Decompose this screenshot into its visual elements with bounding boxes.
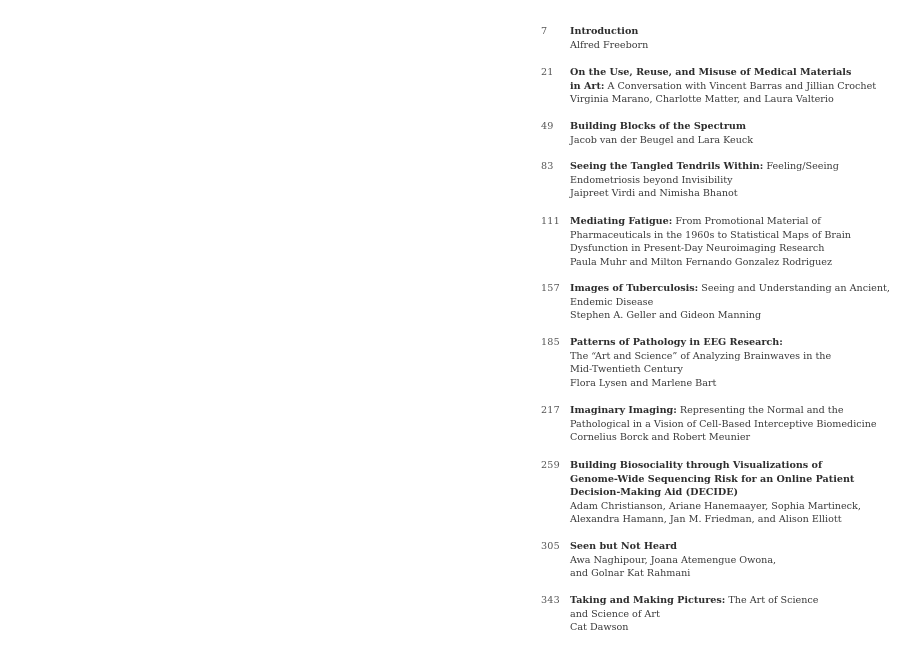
toc-entry-text [570, 25, 910, 52]
toc-title-text: Seen but Not Heard [570, 541, 677, 552]
toc-detail-text: Pathological in a Vision of Cell-Based Interceptive Biomedicine [570, 418, 877, 430]
toc-line [570, 66, 910, 80]
toc-line [570, 229, 910, 243]
toc-detail-text: From Promotional Material of [672, 216, 821, 227]
toc-page-number: 343 [541, 595, 560, 606]
toc-title-text: Genome-Wide Sequencing Risk for an Online Patient [570, 473, 855, 485]
toc-page-number: 49 [541, 121, 554, 132]
toc-line [570, 282, 910, 296]
toc-title-text: Introduction [570, 26, 639, 37]
toc-line [570, 336, 910, 350]
toc-title-text: Taking and Making Pictures: [570, 595, 726, 606]
toc-detail-text: and Golnar Kat Rahmani [570, 568, 691, 579]
toc-line [570, 296, 910, 310]
toc-title-text: in Art: [570, 80, 605, 92]
toc-detail-text: Awa Naghipour, Joana Atemengue Owona, [570, 554, 777, 566]
toc-line [570, 486, 910, 500]
toc-line [570, 363, 910, 377]
toc-line [570, 513, 910, 527]
toc-line [570, 418, 910, 432]
toc-detail-text: Virginia Marano, Charlotte Matter, and Laura Valterio [570, 94, 834, 105]
toc-entry-text [570, 215, 910, 269]
toc-detail-text: Jaipreet Virdi and Nimisha Bhanot [570, 188, 738, 199]
toc-line [570, 594, 910, 608]
toc-line [570, 174, 910, 188]
toc-line [570, 256, 910, 270]
toc-line [570, 187, 910, 201]
toc-line [570, 39, 910, 53]
toc-line [570, 160, 910, 174]
toc-page-number: 157 [541, 283, 560, 294]
toc-line [570, 459, 910, 473]
toc-title-text: Decision-Making Aid (DECIDE) [570, 487, 739, 498]
toc-detail-text: Jacob van der Beugel and Lara Keuck [570, 134, 754, 146]
toc-line [570, 377, 910, 391]
toc-detail-text: Flora Lysen and Marlene Bart [570, 377, 717, 389]
toc-page-number: 305 [541, 541, 560, 552]
toc-entry-text [570, 594, 910, 635]
toc-detail-text: The “Art and Science” of Analyzing Brainwaves in the [570, 350, 832, 362]
toc-detail-text: Seeing and Understanding an Ancient, [698, 283, 890, 294]
toc-page-number: 111 [541, 216, 560, 227]
toc-line [570, 215, 910, 229]
toc-line [570, 309, 910, 323]
toc-detail-text: Endemic Disease [570, 296, 654, 308]
toc-page-number: 217 [541, 405, 560, 416]
toc-title-text: Mediating Fatigue: [570, 216, 673, 227]
toc-title-text: Building Biosociality through Visualizations of [570, 460, 823, 471]
toc-entry-text [570, 540, 910, 581]
toc-line [570, 608, 910, 622]
toc-line [570, 134, 910, 148]
toc-line [570, 404, 910, 418]
toc-entry-text [570, 459, 910, 527]
toc-title-text: On the Use, Reuse, and Misuse of Medical Materials [570, 67, 852, 78]
toc-line [570, 93, 910, 107]
toc-detail-text: A Conversation with Vincent Barras and Jillian Crochet [604, 80, 877, 92]
toc-detail-text: Paula Muhr and Milton Fernando Gonzalez Rodriguez [570, 256, 833, 268]
toc-detail-text: Cat Dawson [570, 622, 629, 633]
toc-line [570, 350, 910, 364]
toc-page-number: 185 [541, 337, 560, 348]
toc-page-number: 7 [541, 26, 548, 37]
toc-line [570, 540, 910, 554]
toc-title-text: Seeing the Tangled Tendrils Within: [570, 161, 764, 172]
toc-detail-text: Endometriosis beyond Invisibility [570, 174, 733, 186]
toc-detail-text: and Science of Art [570, 608, 660, 620]
toc-detail-text: Pharmaceuticals in the 1960s to Statistical Maps of Brain [570, 229, 851, 241]
toc-detail-text: Representing the Normal and the [676, 405, 844, 416]
toc-page-number: 259 [541, 460, 560, 471]
toc-line [570, 621, 910, 635]
toc-title-text: Building Blocks of the Spectrum [570, 121, 747, 132]
toc-detail-text: Stephen A. Geller and Gideon Manning [570, 310, 762, 321]
toc-entry-text [570, 404, 910, 445]
toc-title-text: Images of Tuberculosis: [570, 283, 699, 294]
toc-page-number: 21 [541, 67, 554, 78]
toc-detail-text: Cornelius Borck and Robert Meunier [570, 432, 751, 443]
toc-entry-text [570, 282, 910, 323]
toc-title-text: Patterns of Pathology in EEG Research: [570, 337, 783, 348]
toc-detail-text: Adam Christianson, Ariane Hanemaayer, Sophia Martineck, [570, 500, 861, 512]
toc-detail-text: Dysfunction in Present-Day Neuroimaging Research [570, 243, 825, 254]
toc-page-number: 83 [541, 161, 554, 172]
toc-detail-text: Mid-Twentieth Century [570, 364, 683, 375]
toc-line [570, 473, 910, 487]
toc-entry-text [570, 120, 910, 147]
toc-line [570, 242, 910, 256]
toc-line [570, 500, 910, 514]
toc-entry-text [570, 336, 910, 390]
toc-line [570, 120, 910, 134]
toc-detail-text: Alfred Freeborn [570, 39, 649, 51]
toc-detail-text: Feeling/Seeing [763, 161, 839, 172]
toc-line [570, 554, 910, 568]
toc-line [570, 80, 910, 94]
toc-line [570, 431, 910, 445]
toc-entry-text [570, 160, 910, 201]
toc-entry-text [570, 66, 910, 107]
toc-line [570, 25, 910, 39]
toc-title-text: Imaginary Imaging: [570, 405, 677, 416]
toc-line [570, 567, 910, 581]
toc-detail-text: Alexandra Hamann, Jan M. Friedman, and Alison Elliott [570, 514, 842, 525]
toc-detail-text: The Art of Science [725, 595, 819, 606]
